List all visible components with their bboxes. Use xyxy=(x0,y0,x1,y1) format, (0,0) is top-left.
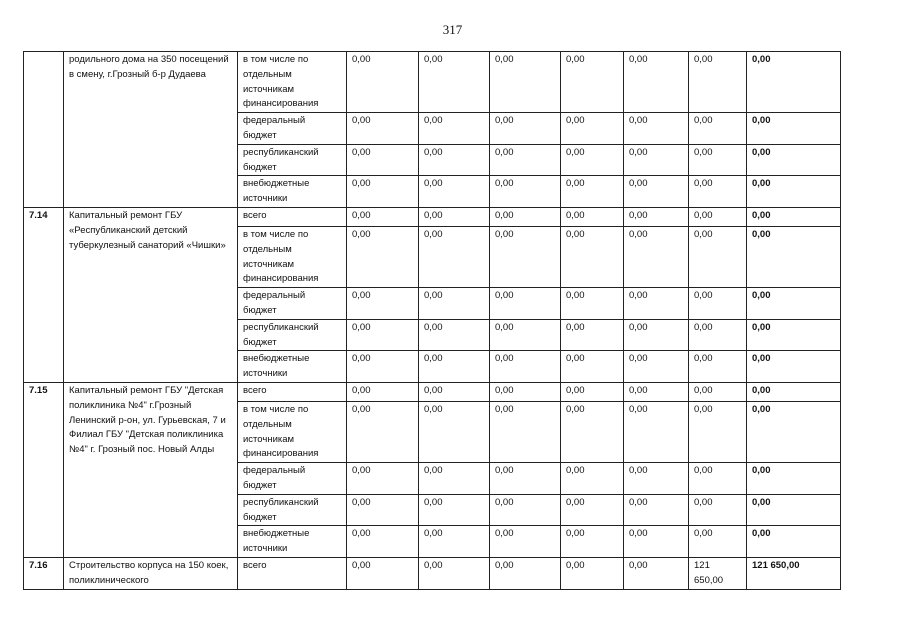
value-cell: 0,00 xyxy=(561,382,624,401)
value-cell: 0,00 xyxy=(689,144,747,176)
value-cell: 121 650,00 xyxy=(689,557,747,589)
value-cell: 0,00 xyxy=(624,176,689,208)
value-cell: 0,00 xyxy=(689,526,747,558)
value-cell: 0,00 xyxy=(561,113,624,145)
funding-source-label: всего xyxy=(238,207,347,226)
item-name: Строительство корпуса на 150 коек, поликлинического xyxy=(64,557,238,589)
value-cell: 0,00 xyxy=(689,288,747,320)
value-cell: 0,00 xyxy=(624,382,689,401)
value-cell: 0,00 xyxy=(561,319,624,351)
total-cell: 0,00 xyxy=(747,144,841,176)
table-row xyxy=(24,382,841,401)
funding-source-label: всего xyxy=(238,382,347,401)
funding-source-label: федеральный бюджет xyxy=(238,113,347,145)
value-cell: 0,00 xyxy=(561,226,624,287)
value-cell: 0,00 xyxy=(624,526,689,558)
value-cell: 0,00 xyxy=(490,351,561,383)
funding-source-label: федеральный бюджет xyxy=(238,463,347,495)
total-cell: 0,00 xyxy=(747,176,841,208)
value-cell: 0,00 xyxy=(347,319,419,351)
value-cell: 0,00 xyxy=(347,113,419,145)
budget-table-body xyxy=(24,52,841,590)
value-cell: 0,00 xyxy=(419,526,490,558)
value-cell: 0,00 xyxy=(561,351,624,383)
budget-table xyxy=(23,51,841,590)
item-number: 7.15 xyxy=(24,382,64,557)
value-cell: 0,00 xyxy=(689,207,747,226)
value-cell: 0,00 xyxy=(490,113,561,145)
value-cell: 0,00 xyxy=(689,401,747,462)
total-cell: 0,00 xyxy=(747,351,841,383)
value-cell: 0,00 xyxy=(624,494,689,526)
value-cell: 0,00 xyxy=(347,557,419,589)
value-cell: 0,00 xyxy=(624,52,689,113)
total-cell: 0,00 xyxy=(747,207,841,226)
funding-source-label: в том числе по отдельным источникам финансирования xyxy=(238,52,347,113)
value-cell: 0,00 xyxy=(419,144,490,176)
value-cell: 0,00 xyxy=(624,463,689,495)
value-cell: 0,00 xyxy=(624,288,689,320)
value-cell: 0,00 xyxy=(561,463,624,495)
value-cell: 0,00 xyxy=(624,144,689,176)
value-cell: 0,00 xyxy=(689,494,747,526)
value-cell: 0,00 xyxy=(419,463,490,495)
funding-source-label: республиканский бюджет xyxy=(238,319,347,351)
table-row xyxy=(24,52,841,113)
value-cell: 0,00 xyxy=(490,494,561,526)
value-cell: 0,00 xyxy=(689,226,747,287)
value-cell: 0,00 xyxy=(419,52,490,113)
value-cell: 0,00 xyxy=(347,226,419,287)
value-cell: 0,00 xyxy=(490,288,561,320)
value-cell: 0,00 xyxy=(347,526,419,558)
page-number: 317 xyxy=(442,22,463,37)
total-cell: 121 650,00 xyxy=(747,557,841,589)
funding-source-label: внебюджетные источники xyxy=(238,351,347,383)
value-cell: 0,00 xyxy=(347,351,419,383)
value-cell: 0,00 xyxy=(347,494,419,526)
value-cell: 0,00 xyxy=(490,557,561,589)
total-cell: 0,00 xyxy=(747,526,841,558)
value-cell: 0,00 xyxy=(561,288,624,320)
total-cell: 0,00 xyxy=(747,463,841,495)
value-cell: 0,00 xyxy=(689,113,747,145)
value-cell: 0,00 xyxy=(490,382,561,401)
value-cell: 0,00 xyxy=(624,319,689,351)
funding-source-label: в том числе по отдельным источникам финансирования xyxy=(238,226,347,287)
value-cell: 0,00 xyxy=(347,52,419,113)
value-cell: 0,00 xyxy=(347,144,419,176)
value-cell: 0,00 xyxy=(689,319,747,351)
table-row xyxy=(24,557,841,589)
value-cell: 0,00 xyxy=(347,176,419,208)
value-cell: 0,00 xyxy=(689,176,747,208)
value-cell: 0,00 xyxy=(689,52,747,113)
funding-source-label: федеральный бюджет xyxy=(238,288,347,320)
value-cell: 0,00 xyxy=(419,207,490,226)
funding-source-label: внебюджетные источники xyxy=(238,176,347,208)
value-cell: 0,00 xyxy=(561,494,624,526)
value-cell: 0,00 xyxy=(561,526,624,558)
value-cell: 0,00 xyxy=(419,288,490,320)
value-cell: 0,00 xyxy=(689,382,747,401)
value-cell: 0,00 xyxy=(624,207,689,226)
value-cell: 0,00 xyxy=(490,319,561,351)
value-cell: 0,00 xyxy=(689,351,747,383)
value-cell: 0,00 xyxy=(561,207,624,226)
total-cell: 0,00 xyxy=(747,319,841,351)
value-cell: 0,00 xyxy=(624,226,689,287)
table-row xyxy=(24,207,841,226)
item-number: 7.16 xyxy=(24,557,64,589)
value-cell: 0,00 xyxy=(419,113,490,145)
total-cell: 0,00 xyxy=(747,401,841,462)
item-number: 7.14 xyxy=(24,207,64,382)
value-cell: 0,00 xyxy=(347,463,419,495)
value-cell: 0,00 xyxy=(347,401,419,462)
total-cell: 0,00 xyxy=(747,382,841,401)
value-cell: 0,00 xyxy=(347,382,419,401)
item-number xyxy=(24,52,64,208)
total-cell: 0,00 xyxy=(747,52,841,113)
funding-source-label: в том числе по отдельным источникам финансирования xyxy=(238,401,347,462)
value-cell: 0,00 xyxy=(490,176,561,208)
value-cell: 0,00 xyxy=(561,52,624,113)
funding-source-label: внебюджетные источники xyxy=(238,526,347,558)
total-cell: 0,00 xyxy=(747,494,841,526)
value-cell: 0,00 xyxy=(490,463,561,495)
value-cell: 0,00 xyxy=(419,401,490,462)
value-cell: 0,00 xyxy=(624,351,689,383)
value-cell: 0,00 xyxy=(490,207,561,226)
value-cell: 0,00 xyxy=(490,526,561,558)
value-cell: 0,00 xyxy=(561,144,624,176)
value-cell: 0,00 xyxy=(624,401,689,462)
value-cell: 0,00 xyxy=(490,401,561,462)
value-cell: 0,00 xyxy=(419,226,490,287)
total-cell: 0,00 xyxy=(747,288,841,320)
value-cell: 0,00 xyxy=(490,52,561,113)
funding-source-label: республиканский бюджет xyxy=(238,144,347,176)
value-cell: 0,00 xyxy=(347,288,419,320)
value-cell: 0,00 xyxy=(561,176,624,208)
value-cell: 0,00 xyxy=(419,382,490,401)
item-name: Капитальный ремонт ГБУ "Детская поликлиника №4" г.Грозный Ленинский р-он, ул. Гурьевская, 7 и Филиал ГБУ "Детская поликлиника №4" г. Грозный пос. Новый Алды xyxy=(64,382,238,557)
value-cell: 0,00 xyxy=(689,463,747,495)
value-cell: 0,00 xyxy=(419,494,490,526)
value-cell: 0,00 xyxy=(419,557,490,589)
funding-source-label: всего xyxy=(238,557,347,589)
value-cell: 0,00 xyxy=(419,319,490,351)
value-cell: 0,00 xyxy=(561,557,624,589)
total-cell: 0,00 xyxy=(747,113,841,145)
total-cell: 0,00 xyxy=(747,226,841,287)
value-cell: 0,00 xyxy=(561,401,624,462)
funding-source-label: республиканский бюджет xyxy=(238,494,347,526)
value-cell: 0,00 xyxy=(419,351,490,383)
value-cell: 0,00 xyxy=(419,176,490,208)
value-cell: 0,00 xyxy=(624,557,689,589)
item-name: Капитальный ремонт ГБУ «Республиканский детский туберкулезный санаторий «Чишки» xyxy=(64,207,238,382)
item-name: родильного дома на 350 посещений в смену, г.Грозный б-р Дудаева xyxy=(64,52,238,208)
value-cell: 0,00 xyxy=(490,226,561,287)
value-cell: 0,00 xyxy=(490,144,561,176)
value-cell: 0,00 xyxy=(624,113,689,145)
value-cell: 0,00 xyxy=(347,207,419,226)
